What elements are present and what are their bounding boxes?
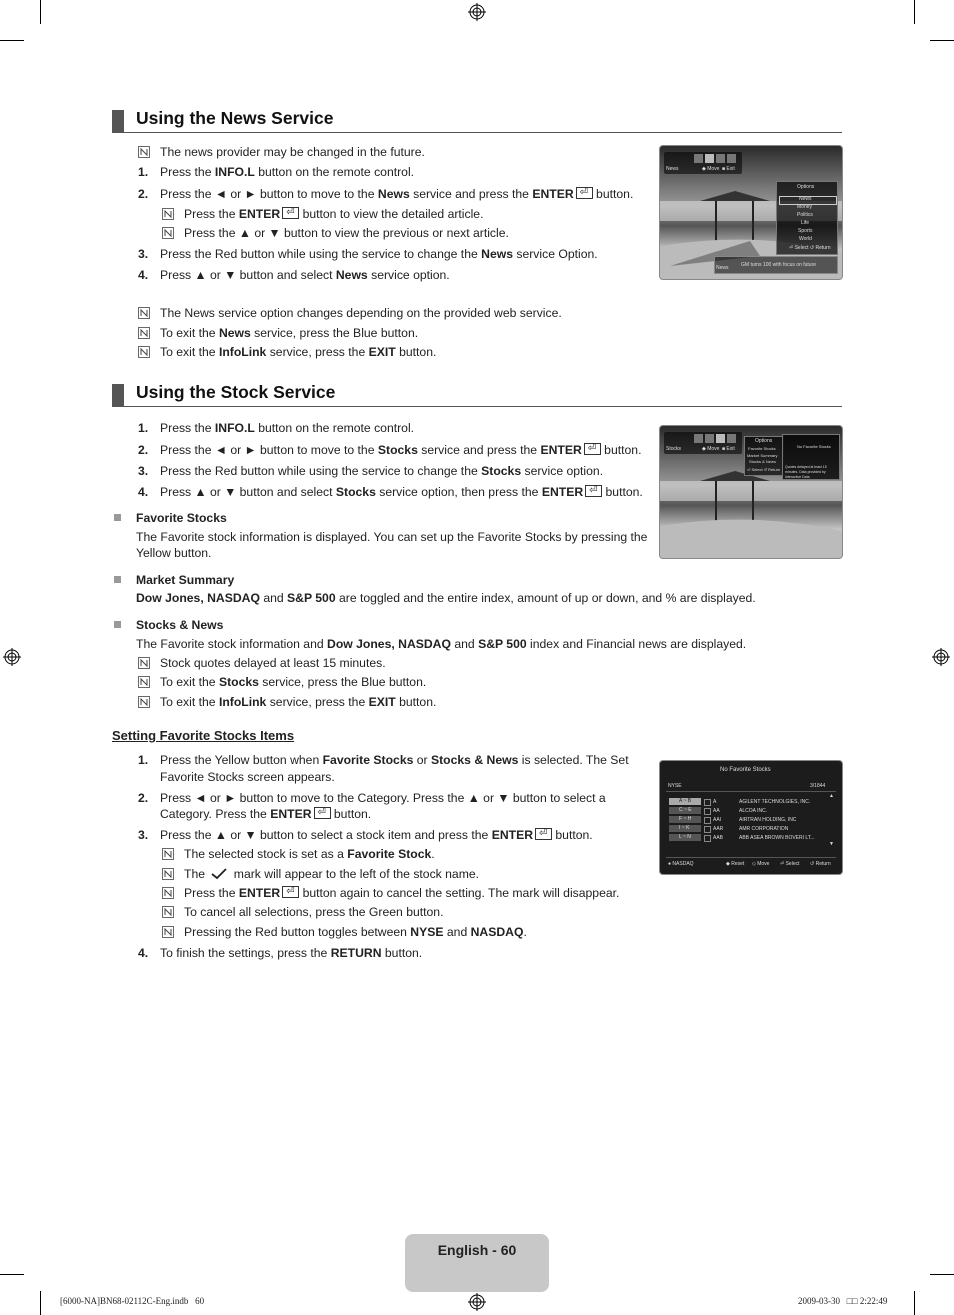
fav-step-2: Category. Press the ENTER⏎ button. (160, 806, 371, 822)
category-item[interactable]: F ~ H (669, 816, 701, 823)
exit-hint: ■ Exit (722, 446, 735, 452)
options-menu (744, 436, 784, 476)
footer-exchange: ● NASDAQ (668, 861, 694, 867)
stock-name[interactable]: ABB ASEA BROWN BOVERI LT... (739, 835, 815, 841)
news-step-2-note: Press the ENTER⏎ button to view the detailed article. (184, 206, 483, 222)
enter-icon (535, 828, 552, 840)
note-icon (138, 676, 150, 688)
checkbox[interactable] (704, 817, 711, 824)
stock-symbol: AAI (713, 817, 722, 823)
registration-mark-icon (3, 648, 21, 666)
widget-icon (705, 154, 714, 163)
stock-symbol: AA (713, 808, 720, 814)
option-item[interactable]: Politics (797, 212, 813, 218)
move-hint: ◇ Move (752, 861, 770, 867)
step-number: 1. (138, 165, 149, 179)
category-item[interactable]: C ~ E (669, 807, 701, 814)
select-hint: ⏎ Select (780, 861, 800, 867)
select-return-hint: ⏎ Select ↺ Return (747, 467, 781, 472)
stock-section-heading: Using the Stock Service (112, 384, 842, 407)
enter-icon (576, 187, 593, 199)
step-number: 2. (138, 791, 149, 805)
fav-step-3: Press the ▲ or ▼ button to select a stock item and press the ENTER⏎ button. (160, 827, 593, 843)
stock-symbol: AAB (713, 835, 724, 841)
news-note: To exit the News service, press the Blue button. (160, 326, 419, 340)
favorite-stocks-heading: Setting Favorite Stocks Items (112, 728, 295, 743)
tab-label: Stocks (666, 446, 682, 452)
scroll-up-icon[interactable]: ▲ (829, 793, 834, 799)
widget-icon (727, 154, 736, 163)
options-title: Options (797, 184, 815, 190)
widget-icon (727, 434, 736, 443)
crop-mark (930, 40, 954, 41)
option-item[interactable]: Favorite Stocks (748, 446, 776, 451)
panel-note: Quotes delayed at least 15 minutes. Data provided by Interactive Data (785, 465, 827, 479)
note-icon (162, 906, 174, 918)
stock-name[interactable]: AGILENT TECHNOLGIES, INC. (739, 799, 811, 805)
step-number: 4. (138, 485, 149, 499)
crop-mark (0, 40, 24, 41)
fav-note: Pressing the Red button toggles between NYSE and NASDAQ. (184, 925, 527, 939)
registration-mark-icon (468, 3, 486, 21)
crop-mark (930, 1274, 954, 1275)
widget-icon (705, 434, 714, 443)
step-number: 4. (138, 946, 149, 960)
move-hint: ◆ Move (702, 166, 720, 172)
move-hint: ◆ Move (702, 446, 720, 452)
note-icon (162, 868, 174, 880)
stock-name[interactable]: AMR CORPORATION (739, 826, 789, 832)
tab-label: News (666, 166, 679, 172)
news-section-heading: Using the News Service (112, 110, 842, 133)
news-step-2: Press the ◄ or ► button to move to the News service and press the ENTER⏎ button. (160, 186, 633, 202)
step-number: 3. (138, 828, 149, 842)
favorite-panel (782, 434, 840, 480)
registration-mark-icon (932, 648, 950, 666)
option-item[interactable]: Stocks & News (749, 459, 776, 464)
print-date: 2009-03-30 □□ 2:22:49 (798, 1296, 888, 1306)
note-icon (138, 696, 150, 708)
checkbox[interactable] (704, 826, 711, 833)
stock-symbol: AAR (713, 826, 724, 832)
set-favorite-stocks-screenshot (659, 760, 843, 875)
stock-symbol: A (713, 799, 717, 805)
news-step-4: Press ▲ or ▼ button and select News service option. (160, 268, 450, 282)
ticker-text: GM turns 100 with focus on future (741, 262, 817, 268)
return-hint: ↺ Return (810, 861, 831, 867)
fav-note: To cancel all selections, press the Green button. (184, 905, 444, 919)
favorite-stocks-text: The Favorite stock information is displayed. You can set up the Favorite Stocks by pressing the (136, 530, 648, 544)
stock-step-4: Press ▲ or ▼ button and select Stocks service option, then press the ENTER⏎ button. (160, 484, 643, 500)
stock-step-2: Press the ◄ or ► button to move to the Stocks service and press the ENTER⏎ button. (160, 442, 641, 458)
stock-name[interactable]: AIRTRAN HOLDING, INC (739, 817, 797, 823)
option-item[interactable]: World (799, 236, 812, 242)
note-icon (162, 208, 174, 220)
crop-mark (0, 1274, 24, 1275)
favorite-stocks-title: Favorite Stocks (136, 511, 227, 525)
enter-icon (584, 443, 601, 455)
fav-step-1: Favorite Stocks screen appears. (160, 770, 335, 784)
news-note: To exit the InfoLink service, press the EXIT button. (160, 345, 437, 359)
exchange-label: NYSE (668, 783, 682, 789)
stocks-news-title: Stocks & News (136, 618, 224, 632)
bullet-square (114, 576, 121, 583)
stocks-news-text: The Favorite stock information and Dow Jones, NASDAQ and S&P 500 index and Financial news are displayed. (136, 637, 747, 651)
select-return-hint: ⏎ Select ↺ Return (789, 245, 831, 251)
enter-icon (314, 807, 331, 819)
widget-icon (716, 434, 725, 443)
option-item[interactable]: Life (801, 220, 810, 226)
page-number: English - 60 (437, 1242, 517, 1258)
fav-note: The mark will appear to the left of the stock name. (184, 867, 480, 881)
widget-icon (694, 434, 703, 443)
option-item[interactable]: News (799, 196, 812, 202)
market-summary-title: Market Summary (136, 573, 235, 587)
step-number: 2. (138, 443, 149, 457)
note-icon (138, 657, 150, 669)
stock-note: Stock quotes delayed at least 15 minutes. (160, 656, 386, 670)
note-icon (162, 926, 174, 938)
news-step-3: Press the Red button while using the service to change the News service Option. (160, 247, 598, 261)
stock-note: To exit the Stocks service, press the Blue button. (160, 675, 427, 689)
category-item[interactable]: L ~ N (669, 834, 701, 841)
step-number: 4. (138, 268, 149, 282)
market-summary-text: Dow Jones, NASDAQ and S&P 500 are toggled and the entire index, amount of up or down, and % are displayed. (136, 591, 756, 605)
news-screenshot (659, 145, 843, 280)
stock-note: To exit the InfoLink service, press the EXIT button. (160, 695, 437, 709)
note-icon (162, 227, 174, 239)
news-step-1: Press the INFO.L button on the remote control. (160, 165, 415, 179)
fav-note: The selected stock is set as a Favorite Stock. (184, 847, 435, 861)
news-step-2-note: Press the ▲ or ▼ button to view the previous or next article. (184, 226, 509, 240)
crop-mark (914, 0, 915, 24)
bullet-square (114, 621, 121, 628)
option-item[interactable]: Market Summary (747, 453, 778, 458)
option-item[interactable]: Sports (798, 228, 813, 234)
panel-title: No Favorite Stocks (797, 444, 831, 449)
note-icon (138, 327, 150, 339)
checkbox[interactable] (704, 808, 711, 815)
screen-title: No Favorite Stocks (720, 767, 771, 773)
stock-screenshot (659, 425, 843, 559)
reset-hint: ◆ Reset (726, 861, 745, 867)
stock-name[interactable]: ALCOA INC. (739, 808, 768, 814)
step-number: 1. (138, 421, 149, 435)
note-icon (162, 848, 174, 860)
bullet-square (114, 514, 121, 521)
ticker-label: News (716, 265, 729, 271)
stock-count: 3/1844 (810, 783, 826, 789)
crop-mark (40, 1291, 41, 1315)
crop-mark (914, 1291, 915, 1315)
step-number: 2. (138, 187, 149, 201)
enter-icon (282, 886, 299, 898)
note-icon (138, 146, 150, 158)
step-number: 3. (138, 464, 149, 478)
enter-icon (282, 207, 299, 219)
favorite-stocks-text: Yellow button. (136, 546, 212, 560)
crop-mark (40, 0, 41, 24)
options-title: Options (755, 438, 773, 444)
fav-note: Press the ENTER⏎ button again to cancel the setting. The mark will disappear. (184, 885, 619, 901)
option-item[interactable]: Money (797, 204, 813, 210)
fav-step-4: To finish the settings, press the RETURN button. (160, 946, 423, 960)
registration-mark-icon (468, 1293, 486, 1311)
category-item[interactable]: I ~ K (669, 825, 701, 832)
note-icon (138, 346, 150, 358)
widget-icon (716, 154, 725, 163)
fav-step-2: Press ◄ or ► button to move to the Category. Press the ▲ or ▼ button to select a (160, 791, 606, 805)
note-icon (162, 887, 174, 899)
scroll-down-icon[interactable]: ▼ (829, 841, 834, 847)
checkbox[interactable] (704, 835, 711, 842)
note-icon (138, 307, 150, 319)
news-note: The News service option changes depending on the provided web service. (160, 306, 562, 320)
options-menu (776, 181, 838, 255)
file-info: [6000-NA]BN68-02112C-Eng.indb 60 (60, 1296, 205, 1306)
fav-step-1: Press the Yellow button when Favorite Stocks or Stocks & News is selected. The Set (160, 753, 629, 767)
stock-step-3: Press the Red button while using the service to change the Stocks service option. (160, 464, 604, 478)
checkbox[interactable] (704, 799, 711, 806)
news-note: The news provider may be changed in the future. (160, 145, 425, 159)
checkmark-icon (210, 868, 228, 880)
category-item[interactable]: A ~ B (669, 798, 701, 805)
stock-step-1: Press the INFO.L button on the remote control. (160, 421, 415, 435)
news-ticker (714, 256, 838, 274)
page-number-tab (405, 1234, 549, 1292)
step-number: 1. (138, 753, 149, 767)
exit-hint: ■ Exit (722, 166, 735, 172)
enter-icon (585, 485, 602, 497)
widget-icon (694, 154, 703, 163)
step-number: 3. (138, 247, 149, 261)
